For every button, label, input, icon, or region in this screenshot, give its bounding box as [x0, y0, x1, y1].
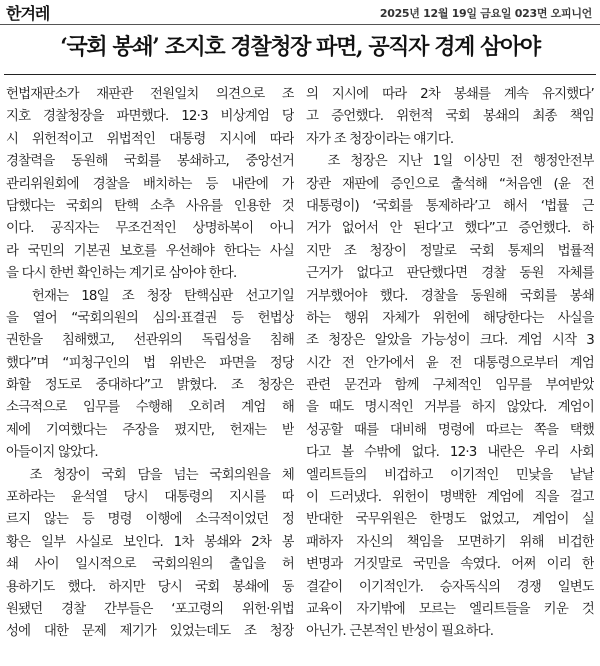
newspaper-logo: 한겨레: [6, 4, 50, 23]
text-line: 의 지시에 따라 2차 봉쇄를 계속 유지했다’: [306, 87, 594, 102]
text-line: 조 청장은 지난 1일 이상민 전 행정안전부: [306, 154, 594, 170]
text-line: 담했다는 국회의 탄핵 소추 사유를 인용한 것: [6, 198, 294, 214]
text-line: 했다”며 “피청구인의 법 위반은 파면을 정당: [6, 355, 294, 371]
text-line: 근거가 없다고 판단했다면 경찰 동원 자체를: [306, 266, 594, 282]
text-line: 변명과 거짓말로 국민을 속였다. 어쩌 이리 한: [306, 557, 594, 573]
text-line: 이 드러냈다. 위헌이 명백한 계엄에 직을 걸고: [306, 490, 594, 506]
text-line: 지만 조 청장이 정말로 국회 통제의 법률적: [306, 243, 594, 259]
text-line: 자가 조 청장이라는 얘기다.: [306, 131, 454, 147]
text-line: 패하자 자신의 책임을 모면하기 위해 비겁한: [306, 534, 594, 550]
masthead: [0, 0, 600, 25]
text-line: 시간 전 안가에서 윤 전 대통령으로부터 계엄: [306, 355, 594, 371]
text-line: 엘리트들의 비겁하고 이기적인 민낯을 낱낱: [306, 467, 594, 483]
text-line: 관리위원회에 경찰을 배치하는 등 내란에 가: [6, 176, 294, 192]
text-line: 을 다시 한번 확인하는 계기로 삼아야 한다.: [6, 266, 237, 282]
text-line: 고 증언했다. 위헌적 국회 봉쇄의 최종 책임: [306, 109, 594, 125]
text-line: 거가 없어서 안 된다’고 했다”고 증언했다. 하: [306, 221, 594, 237]
text-line: 라 국민의 기본권 보호를 우선해야 한다는 사실: [6, 243, 294, 259]
text-line: 이다. 공직자는 무조건적인 상명하복이 아니: [6, 221, 294, 237]
text-line: 을 열어 “국회의원의 심의·표결권 등 헌법상: [6, 310, 294, 326]
text-line: 지호 경찰청장을 파면했다. 12·3 비상계엄 당: [6, 109, 294, 125]
text-line: 아들이지 않았다.: [6, 445, 98, 461]
text-line: 거부했어야 했다. 경찰을 동원해 국회를 봉쇄: [306, 288, 594, 304]
text-line: 관련 문건과 함께 구체적인 임무를 부여받았: [306, 378, 594, 394]
text-line: 조 청장은 알았을 가능성이 크다. 계엄 시작 3: [306, 333, 594, 349]
text-line: 르지 않는 등 명령 이행에 소극적이었던 정: [6, 512, 294, 528]
text-line: 헌재는 18일 조 청장 탄핵심판 선고기일: [6, 288, 294, 304]
text-line: 소극적으로 임무를 수행해 오히려 계엄 해: [6, 400, 294, 416]
text-line: 아닌가. 근본적인 반성이 필요하다.: [306, 624, 494, 640]
text-line: 포하라는 윤석열 당시 대통령의 지시를 따: [6, 490, 294, 506]
text-line: 제에 기여했다는 주장을 폈지만, 헌재는 받: [6, 422, 294, 438]
text-line: 화할 정도로 중대하다”고 밝혔다. 조 청장은: [6, 378, 294, 394]
text-line: 시 위헌적이고 위법적인 대통령 지시에 따라: [6, 131, 294, 147]
text-line: 헌법재판소가 재판관 전원일치 의견으로 조: [6, 87, 294, 102]
text-line: 성에 대한 문제 제기가 있었는데도 조 청장: [6, 624, 294, 640]
text-line: 교육이 자기밖에 모르는 엘리트들을 키운 것: [306, 601, 594, 617]
text-line: 장관 재판에 증인으로 출석해 “처음엔 (윤 전: [306, 176, 594, 192]
text-line: 하는 행위 자체가 위헌에 해당한다는 사실을: [306, 310, 594, 326]
article-column-right: [306, 84, 594, 644]
headline-divider: [4, 74, 596, 75]
issue-date-page: 2025년 12월 19일 금요일 023면 오피니언: [379, 7, 592, 20]
text-line: 원됐던 경찰 간부들은 ‘포고령의 위헌·위법: [6, 601, 294, 617]
text-line: 결같이 이기적인가. 승자독식의 경쟁 일변도: [306, 579, 594, 595]
text-line: 을 때도 명시적인 거부를 하지 않았다. 계엄이: [306, 400, 594, 416]
editorial-headline: ‘국회 봉쇄’ 조지호 경찰청장 파면, 공직자 경계 삼아야: [60, 34, 540, 60]
text-line: 조 청장이 국회 담을 넘는 국회의원을 체: [6, 467, 294, 483]
text-line: 다고 볼 수밖에 없다. 12·3 내란은 우리 사회: [306, 445, 594, 461]
text-line: 용하기도 했다. 하지만 당시 국회 봉쇄에 동: [6, 579, 294, 595]
text-line: 성공할 때를 대비해 명령에 따르는 쪽을 택했: [306, 422, 594, 438]
text-line: 대통령이) ‘국회를 통제하라’고 해서 ‘법률 근: [306, 198, 594, 214]
text-line: 반대한 국무위원은 한명도 없었고, 계엄이 실: [306, 512, 594, 528]
text-line: 쇄 사이 일시적으로 국회의원의 출입을 허: [6, 557, 294, 573]
text-line: 황은 일부 사실로 보인다. 1차 봉쇄와 2차 봉: [6, 534, 294, 550]
text-line: 경찰력을 동원해 국회를 봉쇄하고, 중앙선거: [6, 154, 294, 170]
text-line: 권한을 침해했고, 선관위의 독립성을 침해: [6, 333, 294, 349]
article-column-left: [6, 84, 294, 644]
